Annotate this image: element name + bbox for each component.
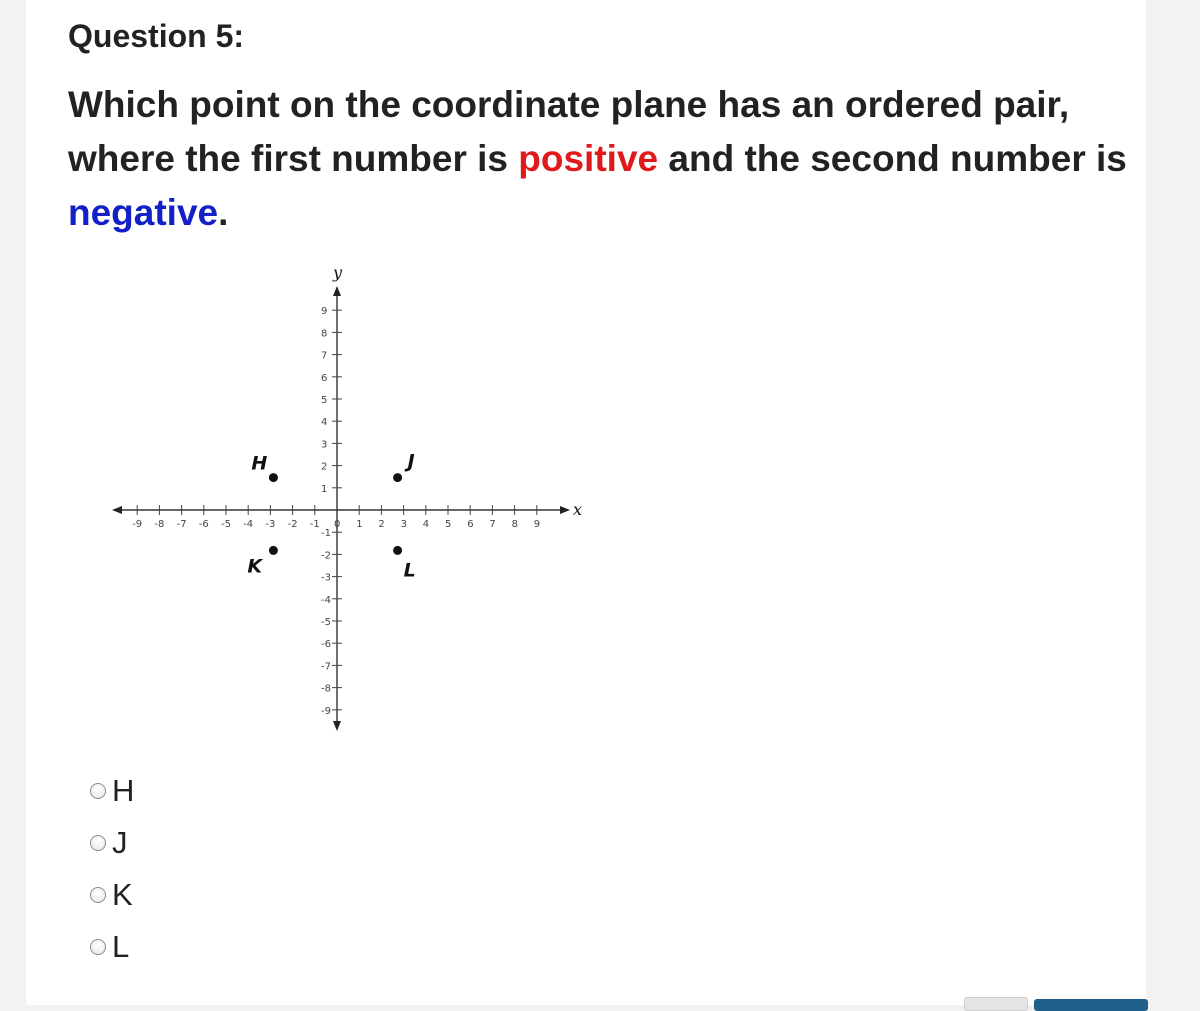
x-axis-label: x xyxy=(573,500,583,519)
x-tick-label: -1 xyxy=(309,519,320,530)
question-text xyxy=(68,78,1148,240)
y-tick-label: 4 xyxy=(321,417,328,429)
highlight-negative: negative xyxy=(68,192,219,233)
back-button[interactable] xyxy=(964,997,1028,1011)
y-tick-label: -2 xyxy=(321,550,331,562)
x-tick-label: -5 xyxy=(221,519,231,530)
x-tick-label: 2 xyxy=(378,519,385,530)
radio-button-j[interactable] xyxy=(90,835,106,851)
y-tick-label: 5 xyxy=(321,395,328,406)
x-tick-label: 8 xyxy=(511,519,518,530)
choice-k[interactable] xyxy=(90,869,134,921)
y-tick-label: -6 xyxy=(321,639,331,651)
x-tick-label: 6 xyxy=(467,519,474,530)
point-h xyxy=(269,473,278,482)
radio-button-h[interactable] xyxy=(90,783,106,799)
x-tick-label: -2 xyxy=(287,519,298,530)
y-axis-arrow-down-icon xyxy=(333,721,341,731)
radio-button-l[interactable] xyxy=(90,939,106,955)
y-tick-label: -1 xyxy=(321,528,331,540)
y-tick-label: -8 xyxy=(321,683,331,695)
highlight-positive: positive xyxy=(518,138,659,179)
x-tick-label: 7 xyxy=(489,519,496,530)
x-axis-arrow-left-icon xyxy=(112,506,122,514)
x-tick-label: 9 xyxy=(533,519,541,530)
x-axis-arrow-right-icon xyxy=(560,506,570,514)
x-tick-label: -6 xyxy=(198,519,209,530)
y-tick-label: -3 xyxy=(321,572,331,584)
x-tick-label: -4 xyxy=(243,519,254,530)
y-axis-label: y xyxy=(333,263,343,282)
x-tick-label: 4 xyxy=(422,519,430,530)
y-tick-label: 3 xyxy=(321,439,328,451)
x-tick-label: 1 xyxy=(356,519,363,530)
x-tick-label: -7 xyxy=(176,519,187,530)
y-tick-label: 8 xyxy=(321,328,328,340)
choice-l[interactable] xyxy=(90,921,134,973)
choice-j[interactable] xyxy=(90,817,134,869)
choice-label-h: H xyxy=(112,773,135,808)
point-k xyxy=(269,546,278,555)
choice-label-k: K xyxy=(112,877,133,912)
y-tick-label: -4 xyxy=(321,594,331,606)
next-button[interactable] xyxy=(1034,999,1148,1011)
y-axis-arrow-up-icon xyxy=(333,286,341,296)
y-tick-label: 6 xyxy=(321,372,328,384)
choice-label-l: L xyxy=(112,929,130,964)
point-j xyxy=(393,473,402,482)
choice-h[interactable] xyxy=(90,765,134,817)
answer-choices xyxy=(90,765,134,973)
y-tick-label: -5 xyxy=(321,617,331,628)
y-tick-label: 2 xyxy=(321,461,328,473)
point-l xyxy=(393,546,402,555)
point-label-l: L xyxy=(403,559,416,582)
point-label-k: K xyxy=(247,555,263,578)
question-text-part1: Which point on the coordinate plane has an ordered pair, where the first number is xyxy=(68,84,1070,179)
question-text-part2: and the second number is xyxy=(658,138,1127,179)
x-tick-label: 5 xyxy=(445,519,452,530)
x-tick-label: -9 xyxy=(132,519,143,530)
question-number: Question 5: xyxy=(68,18,245,54)
y-tick-label: 7 xyxy=(321,350,328,362)
y-tick-label: 9 xyxy=(321,306,328,318)
coordinate-plane-graphic xyxy=(100,258,600,748)
choice-label-j: J xyxy=(112,825,128,860)
question-text-part3: . xyxy=(218,192,229,233)
x-tick-label: 3 xyxy=(400,519,407,530)
y-tick-label: 1 xyxy=(321,483,328,495)
y-tick-label: -7 xyxy=(321,661,331,673)
x-tick-label: -8 xyxy=(154,519,165,530)
y-tick-label: -9 xyxy=(321,705,331,717)
x-tick-label: -3 xyxy=(265,519,276,530)
point-label-j: J xyxy=(407,450,415,473)
x-tick-label: 0 xyxy=(334,519,341,530)
coordinate-plane xyxy=(100,258,600,748)
point-label-h: H xyxy=(251,452,268,475)
radio-button-k[interactable] xyxy=(90,887,106,903)
